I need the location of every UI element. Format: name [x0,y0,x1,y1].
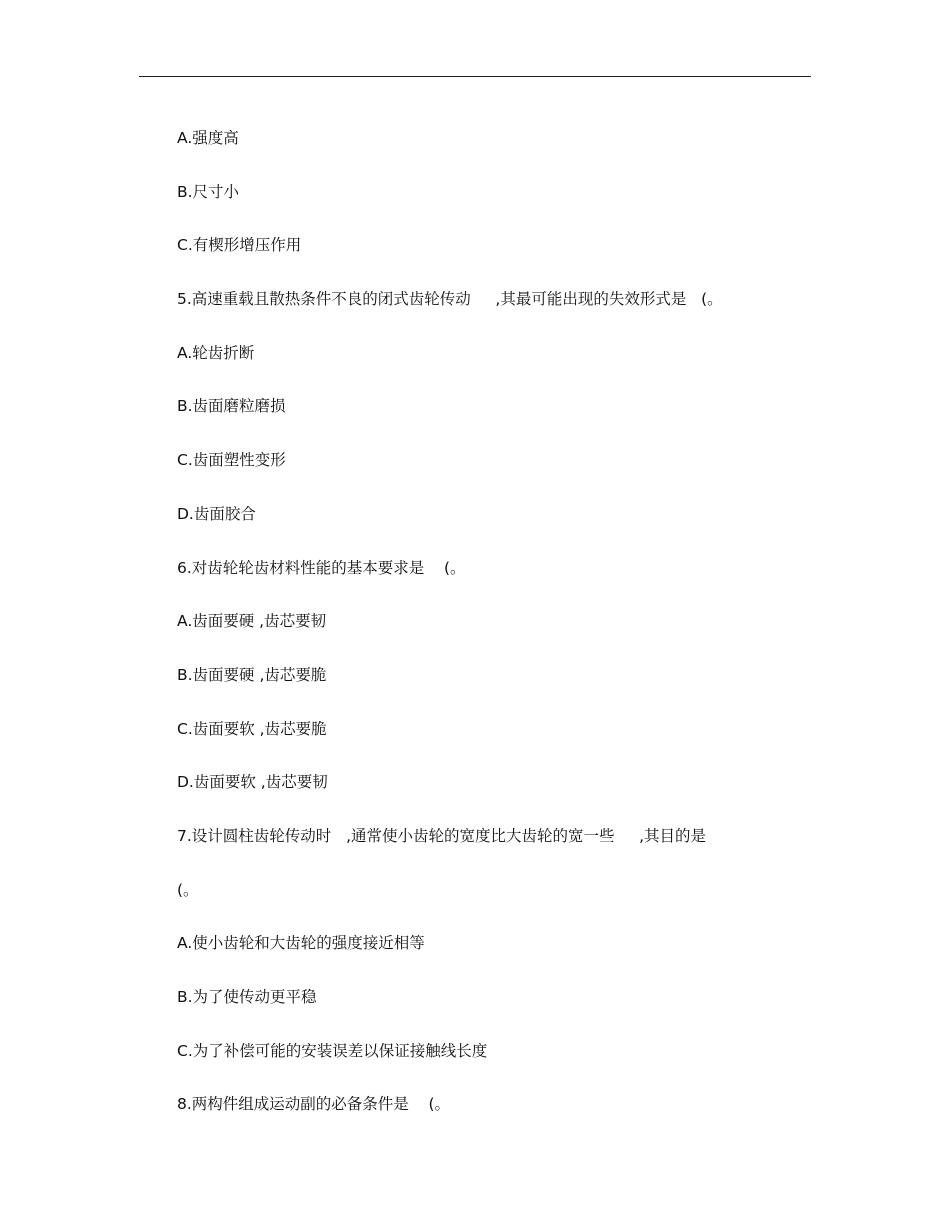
option-line: C.有楔形增压作用 [177,236,302,255]
question-line: 5.高速重载且散热条件不良的闭式齿轮传动 ,其最可能出现的失效形式是 (。 [177,290,723,309]
document-body [177,124,817,1144]
option-line: A.齿面要硬 ,齿芯要韧 [177,612,327,631]
option-line: C.齿面要软 ,齿芯要脆 [177,719,327,738]
option-line: C.为了补偿可能的安装误差以保证接触线长度 [177,1041,488,1060]
option-line: A.轮齿折断 [177,343,255,362]
option-line: B.齿面磨粒磨损 [177,397,286,416]
option-line: A.强度高 [177,129,239,147]
header-rule [139,76,811,77]
option-line: A.使小齿轮和大齿轮的强度接近相等 [177,934,425,953]
question-continuation-line: (。 [177,880,199,899]
option-line: B.尺寸小 [177,182,240,201]
question-line: 7.设计圆柱齿轮传动时 ,通常使小齿轮的宽度比大齿轮的宽一些 ,其目的是 [177,826,707,845]
option-line: C.齿面塑性变形 [177,451,286,470]
option-line: B.齿面要硬 ,齿芯要脆 [177,665,327,684]
option-line: B.为了使传动更平稳 [177,988,317,1006]
question-line: 6.对齿轮轮齿材料性能的基本要求是 (。 [177,558,466,577]
option-line: D.齿面胶合 [177,504,256,523]
question-line: 8.两构件组成运动副的必备条件是 (。 [177,1095,451,1114]
option-line: D.齿面要软 ,齿芯要韧 [177,773,328,792]
